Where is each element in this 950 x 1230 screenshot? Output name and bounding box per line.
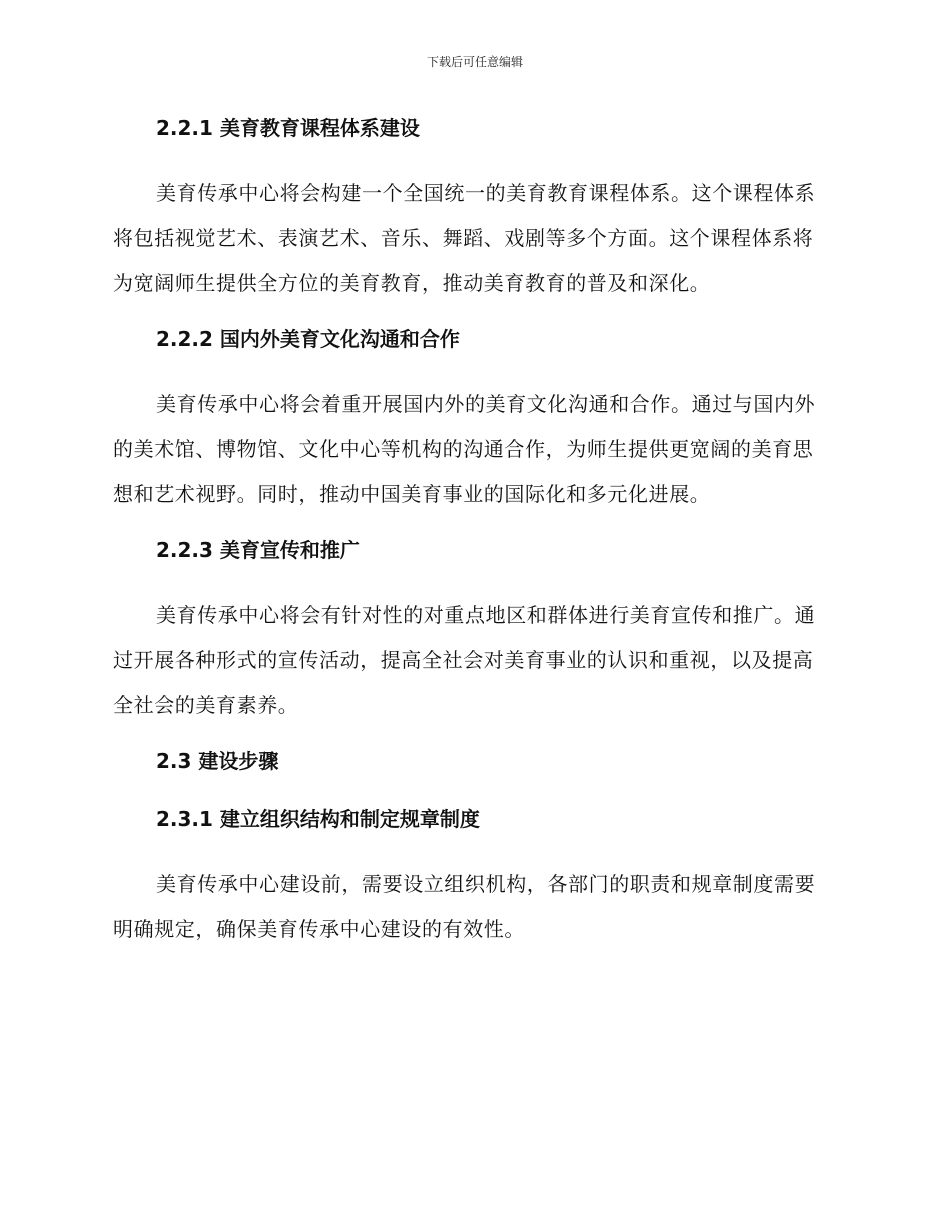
heading-2-2-1: 2.2.1 美育教育课程体系建设 xyxy=(156,116,420,140)
paragraph-2-2-1: 美育传承中心将会构建一个全国统一的美育教育课程体系。这个课程体系将包括视觉艺术、表演艺术、音乐、舞蹈、戏剧等多个方面。这个课程体系将为宽阔师生提供全方位的美育教育，推动美育教育的普及和深化。 xyxy=(113,181,816,295)
paragraph-2-3-1: 美育传承中心建设前，需要设立组织机构，各部门的职责和规章制度需要明确规定，确保美育传承中心建设的有效性。 xyxy=(113,872,816,941)
header-note: 下载后可任意编辑 xyxy=(426,55,523,69)
heading-2-2-3: 2.2.3 美育宣传和推广 xyxy=(156,538,360,562)
heading-2-2-2: 2.2.2 国内外美育文化沟通和合作 xyxy=(156,327,460,351)
paragraph-2-2-3: 美育传承中心将会有针对性的对重点地区和群体进行美育宣传和推广。通过开展各种形式的宣传活动，提高全社会对美育事业的认识和重视，以及提高全社会的美育素养。 xyxy=(113,603,816,717)
heading-2-3: 2.3 建设步骤 xyxy=(156,749,279,773)
document-content xyxy=(113,112,833,952)
paragraph-2-2-2: 美育传承中心将会着重开展国内外的美育文化沟通和合作。通过与国内外的美术馆、博物馆、文化中心等机构的沟通合作，为师生提供更宽阔的美育思想和艺术视野。同时，推动中国美育事业的国际化和多元化进展。 xyxy=(113,392,816,506)
heading-2-3-1: 2.3.1 建立组织结构和制定规章制度 xyxy=(156,807,480,831)
